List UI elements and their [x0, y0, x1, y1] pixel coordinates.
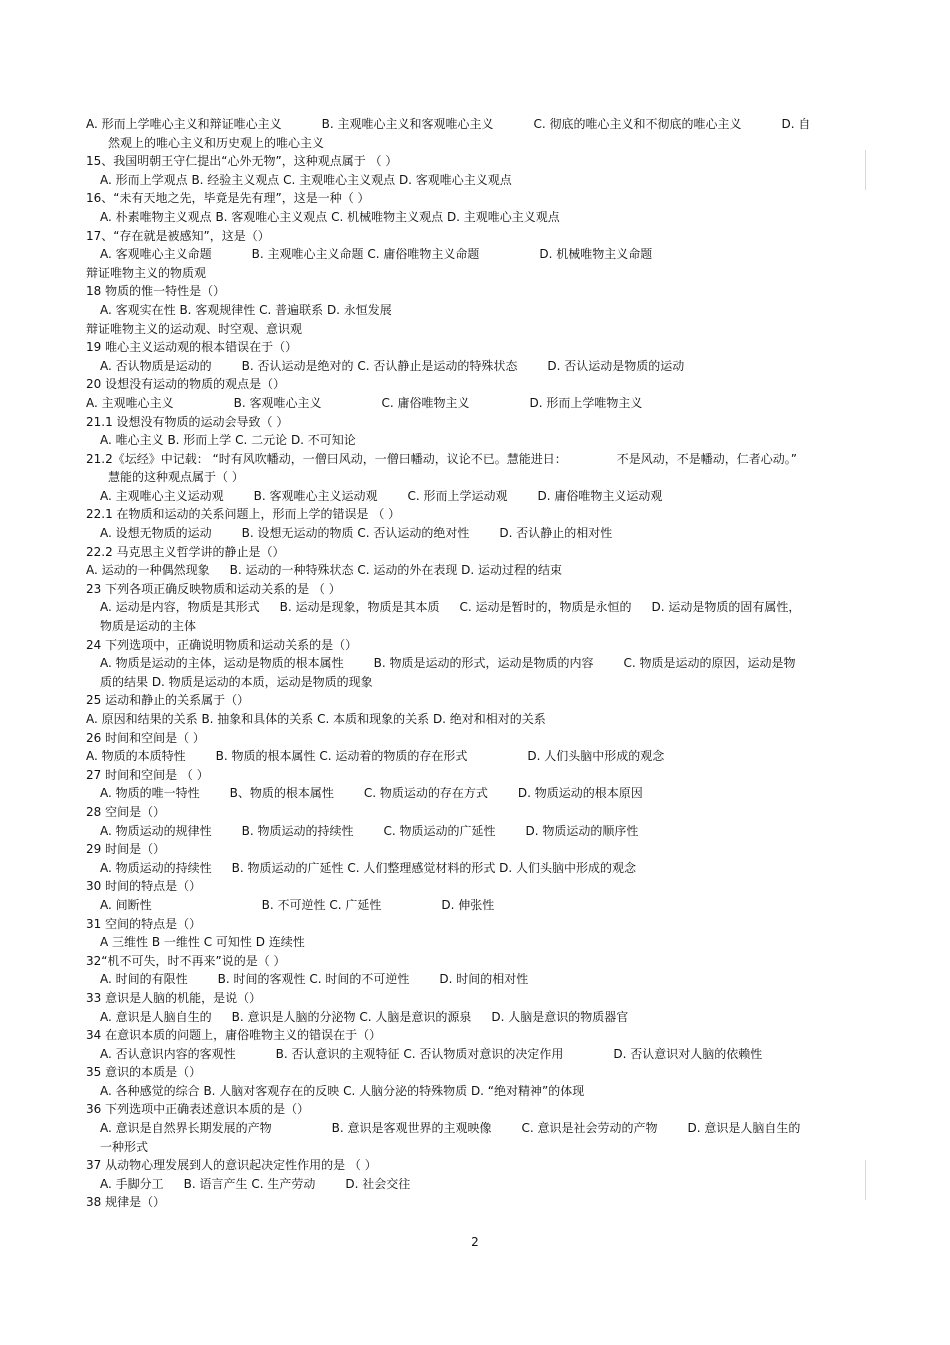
option-text: B. 主观唯心主义命题 C. 庸俗唯物主义命题	[251, 247, 480, 262]
option-text: B. 物质运动的持续性	[241, 823, 354, 838]
text-line	[86, 1045, 876, 1064]
option-text: D. 意识是人脑自生的	[687, 1121, 801, 1136]
text-line	[86, 654, 876, 673]
line-text: A. 客观实在性 B. 客观规律性 C. 普遍联系 D. 永恒发展	[100, 302, 392, 317]
text-line	[86, 989, 876, 1008]
option-text: D. 人们头脑中形成的观念	[527, 749, 665, 764]
option-text: D. 伸张性	[441, 897, 495, 912]
text-line	[86, 859, 876, 878]
text-line	[86, 1193, 876, 1212]
text-line	[86, 1063, 876, 1082]
line-text: A. 意识是人脑自生的	[100, 1009, 212, 1024]
option-text: C. 庸俗唯物主义	[381, 395, 470, 410]
text-line	[86, 301, 876, 320]
text-line	[86, 524, 876, 543]
line-text: A. 朴素唯物主义观点 B. 客观唯心主义观点 C. 机械唯物主义观点 D. 主观唯心主义观点	[100, 209, 560, 224]
line-text: A. 形而上学观点 B. 经验主义观点 C. 主观唯心主义观点 D. 客观唯心主义观点	[100, 172, 512, 187]
line-text: A. 运动是内容，物质是其形式	[100, 600, 260, 615]
question-list	[86, 115, 876, 1212]
text-line	[86, 1119, 876, 1138]
text-line	[86, 840, 876, 859]
line-text: A. 唯心主义 B. 形而上学 C. 二元论 D. 不可知论	[100, 433, 356, 448]
option-text: B. 语言产生 C. 生产劳动	[183, 1176, 316, 1191]
line-text: A. 物质的本质特性	[86, 749, 186, 764]
text-line	[86, 617, 876, 636]
text-line	[86, 282, 876, 301]
text-line	[86, 970, 876, 989]
line-text: 28 空间是（）	[86, 804, 166, 819]
option-text: D. 否认运动是物质的运动	[547, 358, 685, 373]
line-text: 22.1 在物质和运动的关系问题上，形而上学的错误是 （ ）	[86, 507, 401, 522]
line-text: 37 从动物心理发展到人的意识起决定性作用的是 （ ）	[86, 1158, 377, 1173]
option-text: D. 物质运动的顺序性	[525, 823, 639, 838]
text-line	[86, 152, 876, 171]
line-text: A. 否认意识内容的客观性	[100, 1046, 236, 1061]
line-text: 34 在意识本质的问题上，庸俗唯物主义的错误在于（）	[86, 1028, 382, 1043]
text-line	[86, 1026, 876, 1045]
text-line	[86, 729, 876, 748]
line-text: 17、“存在就是被感知”，这是（）	[86, 228, 270, 243]
text-line	[86, 803, 876, 822]
text-line	[86, 431, 876, 450]
option-text: B. 运动是现象，物质是其本质	[279, 600, 440, 615]
option-text: B. 时间的客观性 C. 时间的不可逆性	[217, 972, 410, 987]
line-text: 慧能的这种观点属于（ ）	[108, 470, 244, 485]
line-text: A. 形而上学唯心主义和辩证唯心主义	[86, 117, 282, 131]
option-text: C. 形而上学运动观	[407, 488, 508, 503]
line-text: 21.1 设想没有物质的运动会导致（ ）	[86, 414, 289, 429]
line-text: 20 设想没有运动的物质的观点是（）	[86, 377, 286, 392]
line-text: A. 时间的有限性	[100, 972, 188, 987]
text-line	[86, 766, 876, 785]
line-text: 35 意识的本质是（）	[86, 1065, 202, 1080]
option-text: D. 人脑是意识的物质器官	[491, 1009, 629, 1024]
text-line	[86, 487, 876, 506]
text-line	[86, 468, 876, 487]
line-text: 26 时间和空间是（ ）	[86, 730, 205, 745]
text-line	[86, 636, 876, 655]
option-text: B. 不可逆性 C. 广延性	[261, 897, 382, 912]
option-text: D. 运动是物质的固有属性，	[651, 600, 801, 615]
page-number: 2	[471, 1235, 479, 1249]
option-text: 不是风动，不是幡动，仁者心动。”	[616, 451, 797, 466]
option-text: B. 物质运动的广延性 C. 人们整理感觉材料的形式 D. 人们头脑中形成的观念	[231, 860, 637, 875]
option-text: D. 物质运动的根本原因	[517, 786, 643, 801]
option-text: D. 否认静止的相对性	[499, 526, 613, 541]
option-text: B. 运动的一种特殊状态 C. 运动的外在表现 D. 运动过程的结束	[229, 563, 563, 578]
option-text: D. 否认意识对人脑的依赖性	[613, 1046, 763, 1061]
line-text: 22.2 马克思主义哲学讲的静止是（）	[86, 544, 285, 559]
text-line	[86, 1100, 876, 1119]
option-text: B. 否认运动是绝对的 C. 否认静止是运动的特殊状态	[241, 358, 518, 373]
line-text: 18 物质的惟一特性是（）	[86, 284, 226, 299]
option-text: C. 意识是社会劳动的产物	[521, 1121, 658, 1136]
option-text: C. 运动是暂时的，物质是永恒的	[459, 600, 632, 615]
line-text: 30 时间的特点是（）	[86, 879, 202, 894]
text-line	[86, 561, 876, 580]
text-line	[86, 580, 876, 599]
line-text: 27 时间和空间是 （ ）	[86, 767, 209, 782]
line-text: A. 手脚分工	[100, 1176, 164, 1191]
line-text: A. 物质运动的规律性	[100, 823, 212, 838]
option-text: B. 客观唯心主义运动观	[253, 488, 378, 503]
text-line	[86, 450, 876, 469]
line-text: 质的结果 D. 物质是运动的本质，运动是物质的现象	[100, 674, 373, 689]
text-line	[86, 952, 876, 971]
option-text: B. 物质是运动的形式，运动是物质的内容	[373, 656, 594, 671]
text-line	[86, 877, 876, 896]
line-text: A. 设想无物质的运动	[100, 526, 212, 541]
line-text: 31 空间的特点是（）	[86, 916, 202, 931]
text-line	[86, 171, 876, 190]
text-line	[86, 320, 876, 339]
option-text: B. 意识是人脑的分泌物 C. 人脑是意识的源泉	[231, 1009, 472, 1024]
option-text: C. 彻底的唯心主义和不彻底的唯心主义	[533, 117, 742, 131]
text-line	[86, 505, 876, 524]
text-line	[86, 375, 876, 394]
text-line	[86, 896, 876, 915]
option-text: B、物质的根本属性	[229, 786, 334, 801]
text-line	[86, 915, 876, 934]
line-text: 物质是运动的主体	[100, 619, 197, 634]
line-text: 19 唯心主义运动观的根本错误在于（）	[86, 340, 298, 355]
option-text: C. 物质运动的广延性	[383, 823, 496, 838]
text-line	[86, 822, 876, 841]
line-text: A 三维性 B 一维性 C 可知性 D 连续性	[100, 935, 305, 950]
line-text: A. 客观唯心主义命题	[100, 247, 212, 262]
text-line	[86, 394, 876, 413]
text-line	[86, 784, 876, 803]
option-text: B. 主观唯心主义和客观唯心主义	[321, 117, 494, 131]
text-line	[86, 1156, 876, 1175]
line-text: 38 规律是（）	[86, 1195, 166, 1210]
option-text: D. 时间的相对性	[439, 972, 529, 987]
line-text: A. 各种感觉的综合 B. 人脑对客观存在的反映 C. 人脑分泌的特殊物质 D. “绝对精神”的体现	[100, 1083, 585, 1098]
line-text: 29 时间是（）	[86, 842, 166, 857]
line-text: A. 间断性	[100, 897, 152, 912]
option-text: D. 庸俗唯物主义运动观	[537, 488, 663, 503]
line-text: 33 意识是人脑的机能，是说（）	[86, 990, 262, 1005]
option-text: B. 设想无运动的物质 C. 否认运动的绝对性	[241, 526, 470, 541]
text-line	[86, 747, 876, 766]
text-line	[86, 189, 876, 208]
line-text: A. 物质是运动的主体，运动是物质的根本属性	[100, 656, 344, 671]
margin-rule	[865, 150, 866, 190]
option-text: C. 物质运动的存在方式	[363, 786, 488, 801]
text-line	[86, 1008, 876, 1027]
line-text: 15、我国明朝王守仁提出“心外无物”，这种观点属于 （ ）	[86, 154, 398, 169]
option-text: B. 意识是客观世界的主观映像	[331, 1121, 492, 1136]
margin-rule	[865, 1160, 866, 1200]
option-text: D. 社会交往	[345, 1176, 411, 1191]
line-text: 32“机不可失，时不再来”说的是（ ）	[86, 953, 286, 968]
line-text: 辩证唯物主义的运动观、时空观、意识观	[86, 321, 303, 336]
line-text: A. 否认物质是运动的	[100, 358, 212, 373]
line-text: 36 下列选项中正确表述意识本质的是（）	[86, 1102, 310, 1117]
option-text: D. 自	[781, 117, 811, 131]
text-line	[86, 245, 876, 264]
text-line	[86, 691, 876, 710]
line-text: 辩证唯物主义的物质观	[86, 265, 207, 280]
line-text: 然观上的唯心主义和历史观上的唯心主义	[108, 135, 325, 150]
line-text: A. 主观唯心主义运动观	[100, 488, 224, 503]
option-text: C. 物质是运动的原因，运动是物	[623, 656, 796, 671]
option-text: B. 物质的根本属性 C. 运动着的物质的存在形式	[215, 749, 468, 764]
line-text: A. 原因和结果的关系 B. 抽象和具体的关系 C. 本质和现象的关系 D. 绝对和相对的关系	[86, 712, 546, 726]
text-line	[86, 134, 876, 153]
line-text: 16、“未有天地之先，毕竟是先有理”，这是一种（ ）	[86, 191, 370, 206]
line-text: 24 下列选项中，正确说明物质和运动关系的是（）	[86, 637, 358, 652]
line-text: 21.2《坛经》中记载： “时有风吹幡动，一僧曰风动，一僧曰幡动，议论不已。慧能进日：	[86, 451, 567, 466]
text-line	[86, 264, 876, 283]
text-line	[86, 413, 876, 432]
text-line	[86, 933, 876, 952]
line-text: 25 运动和静止的关系属于（）	[86, 693, 250, 708]
line-text: A. 意识是自然界长期发展的产物	[100, 1121, 272, 1136]
line-text: 23 下列各项正确反映物质和运动关系的是 （ ）	[86, 581, 341, 596]
line-text: A. 物质的唯一特性	[100, 786, 200, 801]
text-line	[86, 673, 876, 692]
text-line	[86, 1138, 876, 1157]
text-line	[86, 1082, 876, 1101]
option-text: D. 形而上学唯物主义	[529, 395, 643, 410]
line-text: A. 运动的一种偶然现象	[86, 563, 210, 578]
text-line	[86, 710, 876, 729]
text-line	[86, 1175, 876, 1194]
option-text: B. 否认意识的主观特征 C. 否认物质对意识的决定作用	[275, 1046, 564, 1061]
line-text: A. 主观唯心主义	[86, 395, 174, 410]
text-line	[86, 543, 876, 562]
option-text: B. 客观唯心主义	[233, 395, 322, 410]
text-line	[86, 227, 876, 246]
text-line	[86, 598, 876, 617]
text-line	[86, 208, 876, 227]
line-text: A. 物质运动的持续性	[100, 860, 212, 875]
line-text: 一种形式	[100, 1139, 149, 1154]
text-line	[86, 357, 876, 376]
text-line	[86, 115, 876, 134]
text-line	[86, 338, 876, 357]
option-text: D. 机械唯物主义命题	[539, 247, 653, 262]
